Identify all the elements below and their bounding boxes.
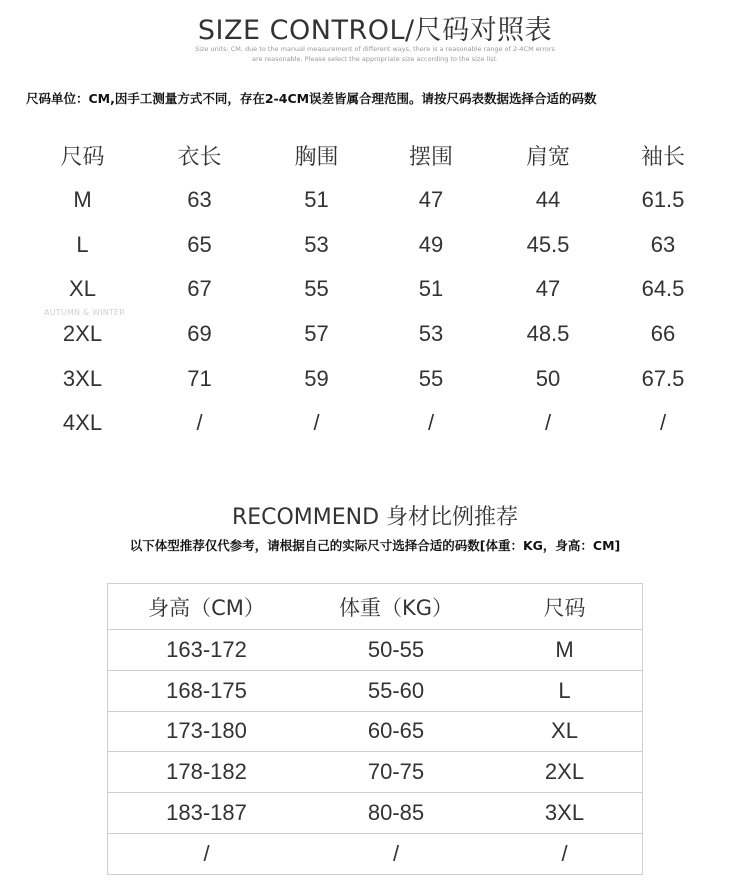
shoulder-cell: / bbox=[544, 410, 552, 436]
size-chart-header-cell: 衣长 bbox=[177, 144, 222, 170]
size-chart-header-row bbox=[24, 133, 724, 178]
shoulder-cell: 50 bbox=[535, 365, 561, 391]
chest-cell: 57 bbox=[304, 321, 329, 347]
recommend-row bbox=[108, 629, 642, 670]
size-chart-header-cell: 肩宽 bbox=[525, 144, 570, 170]
height-cell: / bbox=[203, 840, 210, 866]
recommend-subtitle: 以下体型推荐仅代参考，请根据自己的实际尺寸选择合适的码数[体重：KG，身高：CM] bbox=[129, 538, 621, 553]
hem-cell: / bbox=[427, 410, 435, 436]
size-cell: XL bbox=[69, 276, 96, 302]
weight-cell: 60-65 bbox=[367, 718, 425, 744]
recommend-header-cell: 体重（KG） bbox=[338, 595, 454, 620]
chest-cell: 53 bbox=[304, 231, 329, 257]
size-cell: M bbox=[555, 636, 574, 662]
recommend-title: RECOMMEND 身材比例推荐 bbox=[231, 505, 519, 530]
size-cell: 2XL bbox=[544, 759, 585, 785]
watermark-text: AUTUMN & WINTER bbox=[44, 308, 126, 317]
length-cell: 65 bbox=[187, 231, 212, 257]
size-note-line-2: are reasonable. Please select the appropriate size according to the size list. bbox=[251, 55, 499, 63]
length-cell: / bbox=[196, 410, 203, 436]
size-chart-header-cell: 袖长 bbox=[640, 144, 685, 170]
size-chart-header-cell: 胸围 bbox=[294, 144, 339, 170]
chest-cell: 55 bbox=[304, 276, 329, 302]
height-cell: 173-180 bbox=[166, 718, 247, 744]
size-chart-row bbox=[24, 312, 724, 357]
size-cell: 3XL bbox=[544, 800, 585, 826]
recommend-table bbox=[107, 583, 643, 875]
recommend-row bbox=[108, 751, 642, 792]
size-cell: M bbox=[73, 187, 92, 213]
weight-cell: / bbox=[392, 840, 400, 866]
size-chart-row bbox=[24, 401, 724, 446]
sleeve-cell: 66 bbox=[650, 321, 676, 347]
recommend-header-row bbox=[108, 584, 642, 629]
size-chart-row bbox=[24, 178, 724, 223]
size-chart-row bbox=[24, 356, 724, 401]
hem-cell: 51 bbox=[418, 276, 444, 302]
hem-cell: 47 bbox=[418, 187, 444, 213]
height-cell: 163-172 bbox=[166, 636, 247, 662]
sleeve-cell: 67.5 bbox=[641, 365, 685, 391]
size-chart-row bbox=[24, 267, 724, 312]
recommend-row bbox=[108, 792, 642, 833]
recommend-header-cell: 尺码 bbox=[543, 595, 586, 620]
size-cell: / bbox=[561, 840, 568, 866]
size-chart-header-cell: 摆围 bbox=[408, 144, 453, 170]
chest-cell: / bbox=[313, 410, 320, 436]
size-cell: L bbox=[558, 677, 571, 703]
hem-cell: 55 bbox=[418, 365, 444, 391]
length-cell: 67 bbox=[187, 276, 212, 302]
weight-cell: 50-55 bbox=[367, 636, 425, 662]
size-chart-header-cell: 尺码 bbox=[60, 144, 105, 170]
chest-cell: 59 bbox=[304, 365, 329, 391]
size-note-line-1: Size units: CM, due to the manual measurement of different ways, there is a reasonable range of 2-4CM errors bbox=[195, 45, 555, 53]
shoulder-cell: 44 bbox=[535, 187, 561, 213]
size-cell: L bbox=[76, 231, 89, 257]
size-unit-description: 尺码单位：CM,因手工测量方式不同，存在2-4CM误差皆属合理范围。请按尺码表数据选择合适的码数 bbox=[26, 91, 597, 106]
weight-cell: 70-75 bbox=[367, 759, 425, 785]
hem-cell: 53 bbox=[418, 321, 444, 347]
weight-cell: 80-85 bbox=[367, 800, 425, 826]
height-cell: 183-187 bbox=[166, 800, 247, 826]
recommend-row bbox=[108, 670, 642, 711]
hem-cell: 49 bbox=[418, 231, 444, 257]
sleeve-cell: 61.5 bbox=[641, 187, 685, 213]
chest-cell: 51 bbox=[304, 187, 329, 213]
size-chart-table bbox=[24, 133, 724, 446]
size-cell: 4XL bbox=[62, 410, 103, 436]
size-cell: 3XL bbox=[62, 365, 103, 391]
sleeve-cell: 64.5 bbox=[641, 276, 685, 302]
sleeve-cell: 63 bbox=[650, 231, 676, 257]
size-cell: XL bbox=[551, 718, 578, 744]
shoulder-cell: 45.5 bbox=[526, 231, 570, 257]
recommend-header-cell: 身高（CM） bbox=[148, 595, 265, 620]
height-cell: 168-175 bbox=[166, 677, 247, 703]
size-chart-row bbox=[24, 222, 724, 267]
height-cell: 178-182 bbox=[166, 759, 247, 785]
recommend-row bbox=[108, 711, 642, 752]
shoulder-cell: 48.5 bbox=[526, 321, 570, 347]
weight-cell: 55-60 bbox=[367, 677, 425, 703]
sleeve-cell: / bbox=[659, 410, 667, 436]
page-title: SIZE CONTROL/尺码对照表 bbox=[197, 15, 553, 46]
length-cell: 71 bbox=[187, 365, 212, 391]
length-cell: 63 bbox=[187, 187, 212, 213]
recommend-row bbox=[108, 833, 642, 874]
shoulder-cell: 47 bbox=[535, 276, 561, 302]
length-cell: 69 bbox=[187, 321, 212, 347]
size-cell: 2XL bbox=[62, 321, 103, 347]
